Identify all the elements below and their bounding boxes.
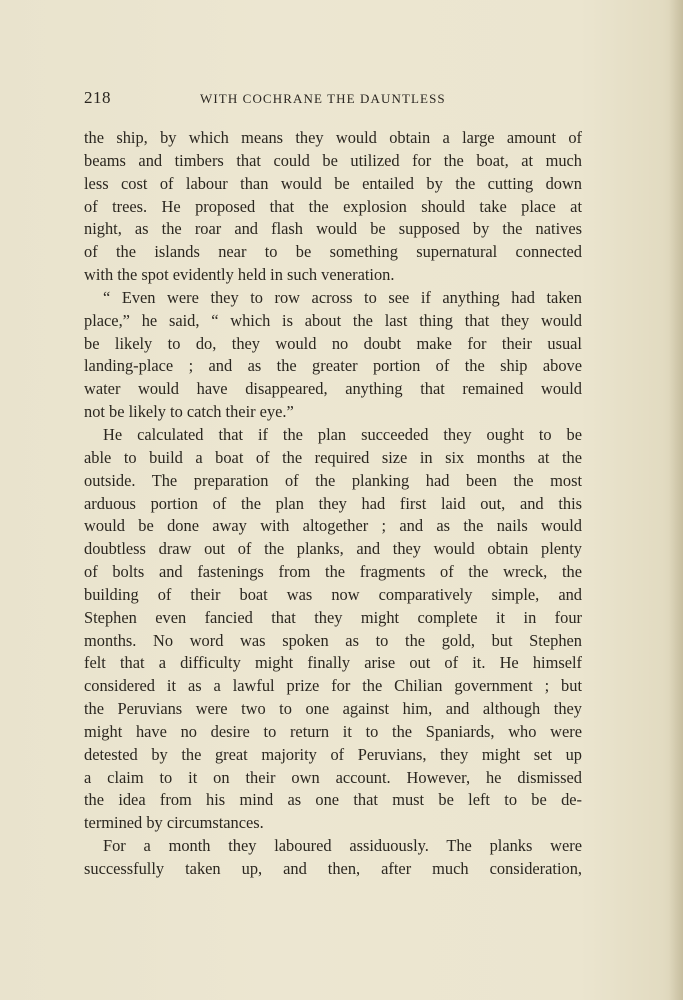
- text-line: not be likely to catch their eye.”: [84, 402, 294, 422]
- running-title: WITH COCHRANE THE DAUNTLESS: [200, 91, 446, 106]
- paragraph: [84, 127, 582, 287]
- text-line: building of their boat was now comparatively simple, and: [84, 584, 582, 604]
- text-line: landing-place ; and as the greater portion of the ship above: [84, 356, 582, 376]
- text-line: water would have disappeared, anything that remained would: [84, 379, 582, 399]
- text-line: able to build a boat of the required size in six months at the: [84, 447, 582, 467]
- paragraph: [84, 835, 582, 881]
- page-number: 218: [84, 88, 111, 107]
- text-line: of the islands near to be something supernatural connected: [84, 242, 582, 262]
- text-line: termined by circumstances.: [84, 813, 264, 833]
- text-line: would be done away with altogether ; and as the nails would: [84, 516, 582, 536]
- text-line: arduous portion of the plan they had first laid out, and this: [84, 493, 582, 513]
- text-line: For a month they laboured assiduously. The planks were: [103, 836, 582, 856]
- body-text: [84, 127, 582, 881]
- text-line: be likely to do, they would no doubt make for their usual: [84, 333, 582, 353]
- paragraph: [84, 287, 582, 424]
- text-line: the idea from his mind as one that must be left to be de-: [84, 790, 582, 810]
- text-line: might have no desire to return it to the Spaniards, who were: [84, 721, 582, 741]
- text-line: detested by the great majority of Peruvians, they might set up: [84, 744, 582, 764]
- text-line: outside. The preparation of the planking had been the most: [84, 470, 582, 490]
- text-line: of bolts and fastenings from the fragments of the wreck, the: [84, 562, 582, 582]
- text-line: Stephen even fancied that they might complete it in four: [84, 607, 582, 627]
- text-line: beams and timbers that could be utilized for the boat, at much: [84, 150, 582, 170]
- text-line: with the spot evidently held in such veneration.: [84, 265, 395, 285]
- text-line: place,” he said, “ which is about the last thing that they would: [84, 310, 582, 330]
- text-line: months. No word was spoken as to the gold, but Stephen: [84, 630, 582, 650]
- text-line: the ship, by which means they would obtain a large amount of: [84, 128, 582, 147]
- page-header: [84, 88, 584, 110]
- text-line: the Peruvians were two to one against him, and although they: [84, 699, 582, 719]
- paragraph: [84, 424, 582, 835]
- text-line: a claim to it on their own account. However, he dismissed: [84, 767, 582, 787]
- text-line: successfully taken up, and then, after much consideration,: [84, 859, 582, 878]
- text-line: doubtless draw out of the planks, and they would obtain plenty: [84, 539, 582, 559]
- text-line: felt that a difficulty might finally arise out of it. He himself: [84, 653, 582, 673]
- text-line: He calculated that if the plan succeeded they ought to be: [103, 424, 582, 444]
- text-line: “ Even were they to row across to see if anything had taken: [103, 287, 582, 307]
- text-line: of trees. He proposed that the explosion should take place at: [84, 196, 582, 216]
- page-edge-shadow: [669, 0, 683, 1000]
- text-line: night, as the roar and flash would be supposed by the natives: [84, 219, 582, 239]
- text-line: considered it as a lawful prize for the Chilian government ; but: [84, 676, 582, 696]
- text-line: less cost of labour than would be entailed by the cutting down: [84, 173, 582, 193]
